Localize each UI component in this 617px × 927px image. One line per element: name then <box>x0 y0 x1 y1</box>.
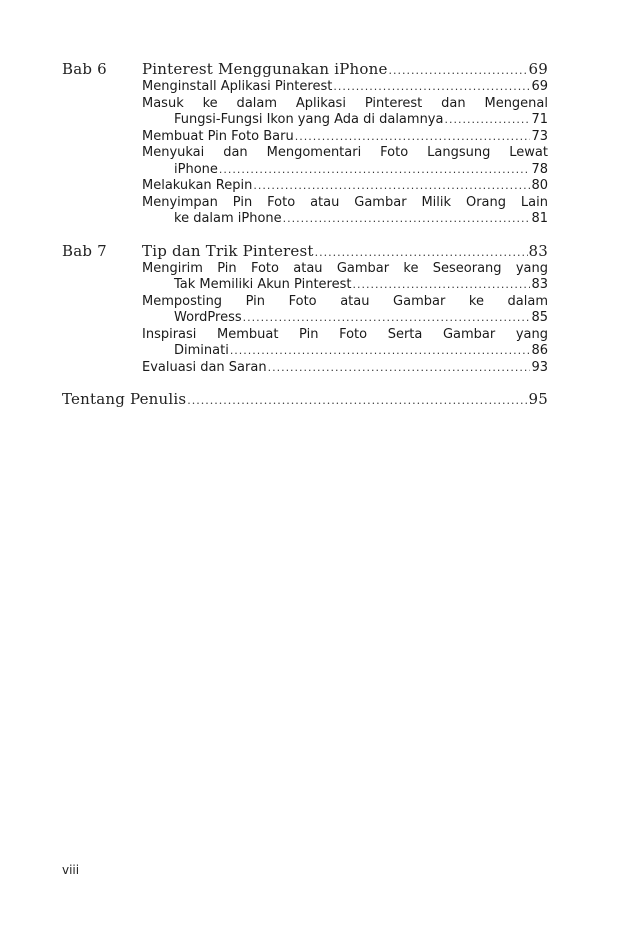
page-number: viii <box>62 863 80 877</box>
toc-entry <box>142 360 548 377</box>
dot-leader <box>268 360 531 377</box>
entry-page: 86 <box>531 343 548 358</box>
entry-page: 69 <box>531 79 548 94</box>
dot-leader <box>230 343 531 360</box>
entry-text: Menginstall Aplikasi Pinterest <box>142 79 333 94</box>
entry-text: Evaluasi dan Saran <box>142 359 267 375</box>
entry-line <box>142 145 548 162</box>
entry-text: Menyimpan Pin Foto atau Gambar Milik Orang Lain <box>142 194 548 210</box>
entry-line <box>142 195 548 212</box>
entry-line <box>142 178 548 195</box>
entry-line <box>142 129 548 146</box>
table-of-contents <box>62 60 548 423</box>
chapter-section <box>62 242 548 377</box>
author-section <box>62 390 548 409</box>
author-page: 95 <box>528 390 548 408</box>
toc-entry <box>142 178 548 195</box>
entry-text: Tak Memiliki Akun Pinterest <box>174 277 352 292</box>
entry-text: Mengirim Pin Foto atau Gambar ke Seseorang yang <box>142 260 548 276</box>
toc-entry <box>142 294 548 327</box>
chapter-title: Pinterest Menggunakan iPhone <box>142 60 388 78</box>
toc-entry <box>142 96 548 129</box>
entry-line <box>142 162 548 179</box>
entry-line <box>142 360 548 377</box>
dot-leader <box>187 394 527 407</box>
toc-entry <box>142 145 548 178</box>
chapter-heading <box>62 60 548 79</box>
entry-page: 93 <box>531 359 548 375</box>
entry-line <box>142 261 548 278</box>
entry-page: 78 <box>531 161 548 177</box>
entry-text: Menyukai dan Mengomentari Foto Langsung Lewat <box>142 145 548 160</box>
entry-line <box>142 211 548 228</box>
chapter-page: 83 <box>528 241 548 260</box>
entry-text: Inspirasi Membuat Pin Foto Serta Gambar yang <box>142 326 548 342</box>
entry-page: 81 <box>531 211 548 226</box>
dot-leader <box>333 79 530 96</box>
entry-text: Melakukan Repin <box>142 178 253 193</box>
entry-text: Memposting Pin Foto atau Gambar ke dalam <box>142 293 548 309</box>
chapter-heading <box>62 242 548 261</box>
dot-leader <box>295 129 531 146</box>
chapter-label: Bab 6 <box>62 60 107 78</box>
dot-leader <box>283 211 531 228</box>
entry-text: WordPress <box>174 310 242 325</box>
author-heading <box>62 390 548 409</box>
entry-line <box>142 310 548 327</box>
chapter-label: Bab 7 <box>62 241 107 260</box>
entry-line <box>142 327 548 344</box>
dot-leader <box>219 162 531 179</box>
author-title: Tentang Penulis <box>62 390 187 408</box>
entry-line <box>142 112 548 129</box>
entry-page: 73 <box>531 128 548 144</box>
entry-page: 83 <box>531 277 548 292</box>
entry-line <box>142 96 548 113</box>
entry-page: 85 <box>531 310 548 325</box>
entry-line <box>142 277 548 294</box>
toc-entry <box>142 129 548 146</box>
toc-entry <box>142 195 548 228</box>
chapter-page: 69 <box>528 60 548 78</box>
toc-entry <box>142 79 548 96</box>
dot-leader <box>315 246 528 259</box>
entry-text: Diminati <box>174 343 229 358</box>
chapter-title: Tip dan Trik Pinterest <box>142 241 314 260</box>
entry-line <box>142 294 548 311</box>
entry-text: Fungsi-Fungsi Ikon yang Ada di dalamnya <box>174 112 444 127</box>
entry-page: 71 <box>531 112 548 127</box>
chapter-section <box>62 60 548 228</box>
dot-leader <box>243 310 531 327</box>
entry-line <box>142 343 548 360</box>
dot-leader <box>352 277 530 294</box>
toc-entry <box>142 327 548 360</box>
entry-list <box>142 261 548 377</box>
entry-text: Masuk ke dalam Aplikasi Pinterest dan Mengenal <box>142 95 548 111</box>
entry-text: iPhone <box>174 161 218 177</box>
entry-text: Membuat Pin Foto Baru <box>142 128 294 144</box>
dot-leader <box>253 178 530 195</box>
entry-page: 80 <box>531 178 548 193</box>
entry-line <box>142 79 548 96</box>
dot-leader <box>389 64 528 77</box>
toc-entry <box>142 261 548 294</box>
entry-text: ke dalam iPhone <box>174 211 282 226</box>
entry-list <box>142 79 548 228</box>
dot-leader <box>444 112 530 129</box>
